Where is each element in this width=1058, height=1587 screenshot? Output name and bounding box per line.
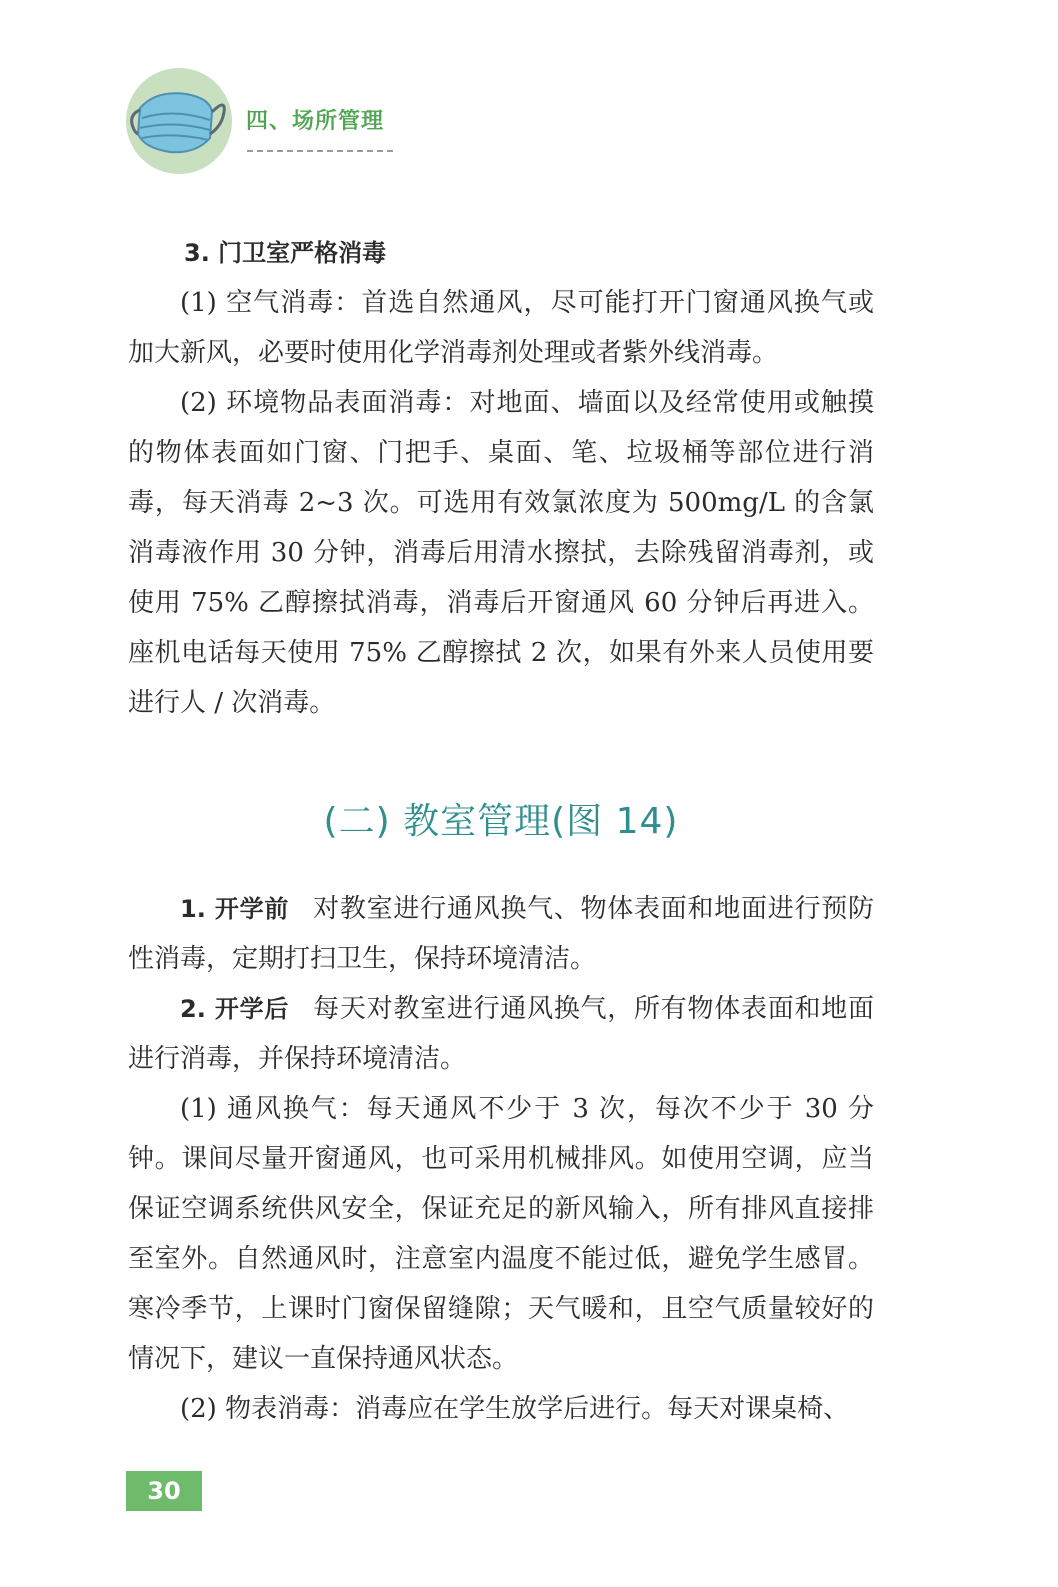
paragraph: (1) 空气消毒：首选自然通风，尽可能打开门窗通风换气或加大新风，必要时使用化学消毒剂处理或者紫外线消毒。 bbox=[128, 288, 874, 368]
section-badge bbox=[126, 68, 232, 174]
inline-heading: 1. 开学前 bbox=[180, 895, 290, 923]
page-content bbox=[128, 228, 874, 1434]
dashed-divider bbox=[247, 150, 393, 152]
paragraph: (1) 通风换气：每天通风不少于 3 次，每次不少于 30 分钟。课间尽量开窗通风，也可采用机械排风。如使用空调，应当保证空调系统供风安全，保证充足的新风输入，所有排风直接排至室外。自然通风时，注意室内温度不能过低，避免学生感冒。寒冷季节，上课时门窗保留缝隙；天气暖和，且空气质量较好的情况下，建议一直保持通风状态。 bbox=[128, 1094, 874, 1374]
paragraph bbox=[128, 884, 874, 984]
paragraph: (2) 环境物品表面消毒：对地面、墙面以及经常使用或触摸的物体表面如门窗、门把手、桌面、笔、垃圾桶等部位进行消毒，每天消毒 2~3 次。可选用有效氯浓度为 500mg/L 的含氯消毒液作用 30 分钟，消毒后用清水擦拭，去除残留消毒剂，或使用 75% 乙醇擦拭消毒，消毒后开窗通风 60 分钟后再进入。座机电话每天使用 75% 乙醇擦拭 2 次，如果有外来人员使用要进行人 / 次消毒。 bbox=[128, 388, 874, 718]
subsection-heading: 3. 门卫室严格消毒 bbox=[184, 239, 387, 267]
paragraph-text: 对教室进行通风换气、物体表面和地面进行预防性消毒，定期打扫卫生，保持环境清洁。 bbox=[128, 894, 874, 974]
paragraph: (2) 物表消毒：消毒应在学生放学后进行。每天对课桌椅、 bbox=[180, 1394, 850, 1424]
inline-heading: 2. 开学后 bbox=[180, 995, 290, 1023]
paragraph-text: 每天对教室进行通风换气，所有物体表面和地面进行消毒，并保持环境清洁。 bbox=[128, 994, 874, 1074]
page-header bbox=[126, 68, 426, 178]
paragraph bbox=[128, 984, 874, 1084]
page-number: 30 bbox=[126, 1471, 202, 1511]
section-title: (二) 教室管理(图 14) bbox=[323, 801, 679, 842]
face-mask-icon bbox=[126, 68, 236, 174]
section-label: 四、场所管理 bbox=[246, 108, 385, 134]
